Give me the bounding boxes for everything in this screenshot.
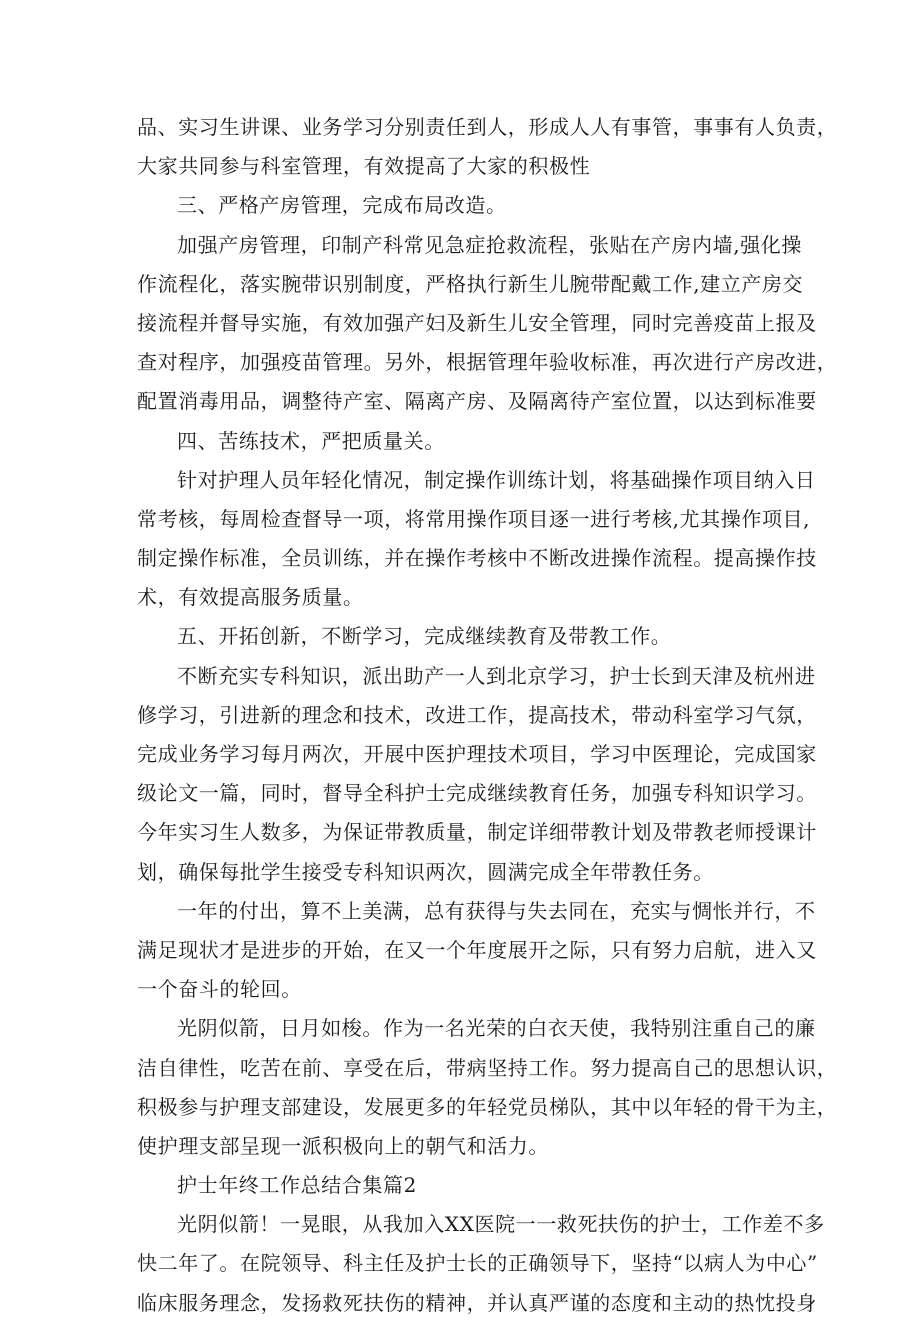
paragraph-line: 接流程并督导实施，有效加强产妇及新生儿安全管理，同时完善疫苗上报及 [137, 310, 817, 335]
paragraph-line: 光阴似箭，日月如梭。作为一名光荣的白衣天使，我特别注重自己的廉 [177, 1016, 816, 1041]
paragraph-line: 针对护理人员年轻化情况，制定操作训练计划，将基础操作项目纳入日 [177, 467, 816, 492]
paragraph-line: 查对程序，加强疫苗管理。另外，根据管理年验收标准，再次进行产房改进， [137, 350, 838, 375]
section-heading: 五、开拓创新，不断学习，完成继续教育及带教工作。 [177, 624, 672, 649]
section-title: 护士年终工作总结合集篇2 [177, 1173, 417, 1198]
paragraph-line: 完成业务学习每月两次，开展中医护理技术项目，学习中医理论，完成国家 [137, 742, 817, 766]
paragraph-line: 大家共同参与科室管理，有效提高了大家的积极性 [137, 154, 591, 179]
paragraph-line: 术，有效提高服务质量。 [137, 585, 364, 610]
paragraph-line: 洁自律性，吃苦在前、享受在后，带病坚持工作。努力提高自己的思想认识， [137, 1055, 838, 1080]
paragraph-line: 临床服务理念，发扬救死扶伤的精神，并认真严谨的态度和主动的热忱投身 [137, 1290, 817, 1315]
paragraph-line: 作流程化，落实腕带识别制度，严格执行新生儿腕带配戴工作,建立产房交 [137, 271, 804, 296]
paragraph-line: 一年的付出，算不上美满，总有获得与失去同在，充实与惆怅并行，不 [177, 898, 816, 923]
paragraph-line: 快二年了。在院领导、科主任及护士长的正确领导下，坚持“以病人为中心” [137, 1251, 818, 1276]
section-heading: 四、苦练技术，严把质量关。 [177, 428, 445, 453]
paragraph-line: 积极参与护理支部建设，发展更多的年轻党员梯队，其中以年轻的骨干为主， [137, 1094, 838, 1119]
paragraph-line: 品、实习生讲课、业务学习分别责任到人，形成人人有事管，事事有人负责， [137, 115, 838, 139]
paragraph-line: 常考核，每周检查督导一项，将常用操作项目逐一进行考核,尤其操作项目, [137, 506, 811, 531]
paragraph-line: 修学习，引进新的理念和技术，改进工作，提高技术，带动科室学习气氛， [137, 702, 817, 727]
paragraph-line: 一个奋斗的轮回。 [137, 977, 302, 1002]
paragraph-line: 今年实习生人数多，为保证带教质量，制定详细带教计划及带教老师授课计 [137, 820, 817, 845]
paragraph-line: 制定操作标准，全员训练，并在操作考核中不断改进操作流程。提高操作技 [137, 546, 817, 571]
paragraph-line: 满足现状才是进步的开始，在又一个年度展开之际，只有努力启航，进入又 [137, 937, 817, 962]
paragraph-line: 划，确保每批学生接受专科知识两次，圆满完成全年带教任务。 [137, 859, 714, 884]
paragraph-line: 不断充实专科知识，派出助产一人到北京学习，护士长到天津及杭州进 [177, 663, 816, 688]
section-heading: 三、严格产房管理，完成布局改造。 [177, 193, 507, 218]
paragraph-line: 配置消毒用品，调整待产室、隔离产房、及隔离待产室位置，以达到标准要 [137, 389, 817, 414]
paragraph-line: 使护理支部呈现一派积极向上的朝气和活力。 [137, 1133, 549, 1158]
paragraph-line: 光阴似箭！一晃眼，从我加入XX医院一一救死扶伤的护士，工作差不多 [177, 1212, 825, 1237]
document-body [137, 108, 838, 1323]
paragraph-line: 级论文一篇，同时，督导全科护士完成继续教育任务，加强专科知识学习。 [137, 781, 817, 806]
paragraph-line: 加强产房管理，印制产科常见急症抢救流程，张贴在产房内墙,强化操 [177, 232, 802, 257]
